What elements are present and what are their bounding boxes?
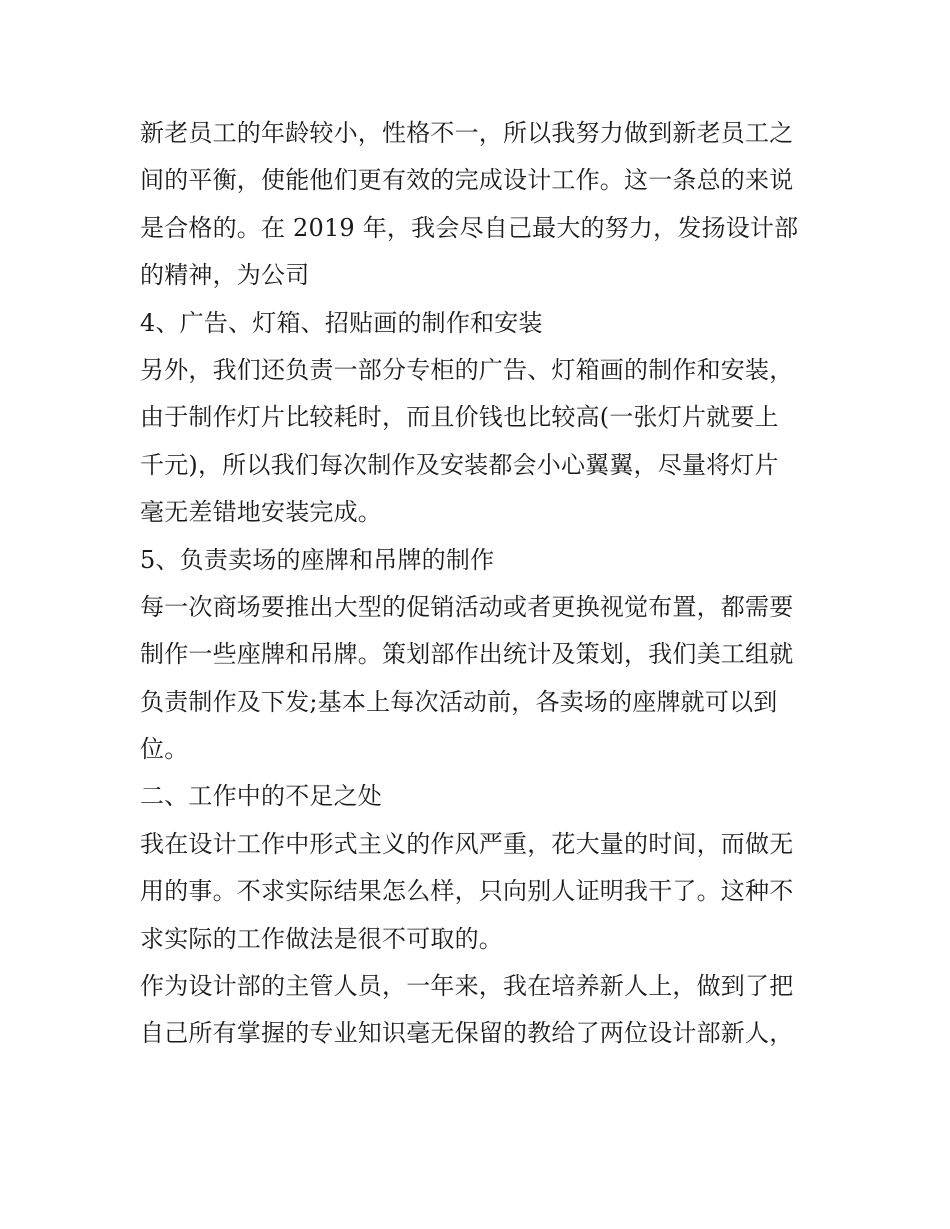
text-line: 另外，我们还负责一部分专柜的广告、灯箱画的制作和安装，	[140, 355, 794, 384]
text-line: 间的平衡，使能他们更有效的完成设计工作。这一条总的来说	[140, 166, 794, 195]
text-line: 负责制作及下发;基本上每次活动前，各卖场的座牌就可以到	[140, 687, 778, 716]
document-body	[140, 110, 820, 1058]
text-line: 求实际的工作做法是很不可取的。	[140, 924, 503, 953]
text-line: 的精神，为公司	[140, 261, 310, 290]
text-line: 自己所有掌握的专业知识毫无保留的教给了两位设计部新人，	[140, 1019, 794, 1048]
text-line: 千元)，所以我们每次制作及安装都会小心翼翼，尽量将灯片	[140, 450, 779, 479]
section-heading: 4、广告、灯箱、招贴画的制作和安装	[140, 308, 543, 337]
text-line: 位。	[140, 735, 189, 764]
text-line: 新老员工的年龄较小，性格不一，所以我努力做到新老员工之	[140, 119, 794, 147]
section-heading: 二、工作中的不足之处	[140, 782, 382, 811]
text-line: 由于制作灯片比较耗时，而且价钱也比较高(一张灯片就要上	[140, 403, 779, 432]
text-line: 毫无差错地安装完成。	[140, 498, 382, 527]
text-line: 每一次商场要推出大型的促销活动或者更换视觉布置，都需要	[140, 592, 794, 621]
text-line: 用的事。不求实际结果怎么样，只向别人证明我干了。这种不	[140, 877, 794, 906]
text-line: 作为设计部的主管人员，一年来，我在培养新人上，做到了把	[140, 972, 794, 1001]
text-line: 是合格的。在 2019 年，我会尽自己最大的努力，发扬设计部	[140, 213, 799, 242]
section-heading: 5、负责卖场的座牌和吊牌的制作	[140, 545, 495, 574]
text-line: 我在设计工作中形式主义的作风严重，花大量的时间，而做无	[140, 829, 794, 858]
text-line: 制作一些座牌和吊牌。策划部作出统计及策划，我们美工组就	[140, 640, 794, 669]
